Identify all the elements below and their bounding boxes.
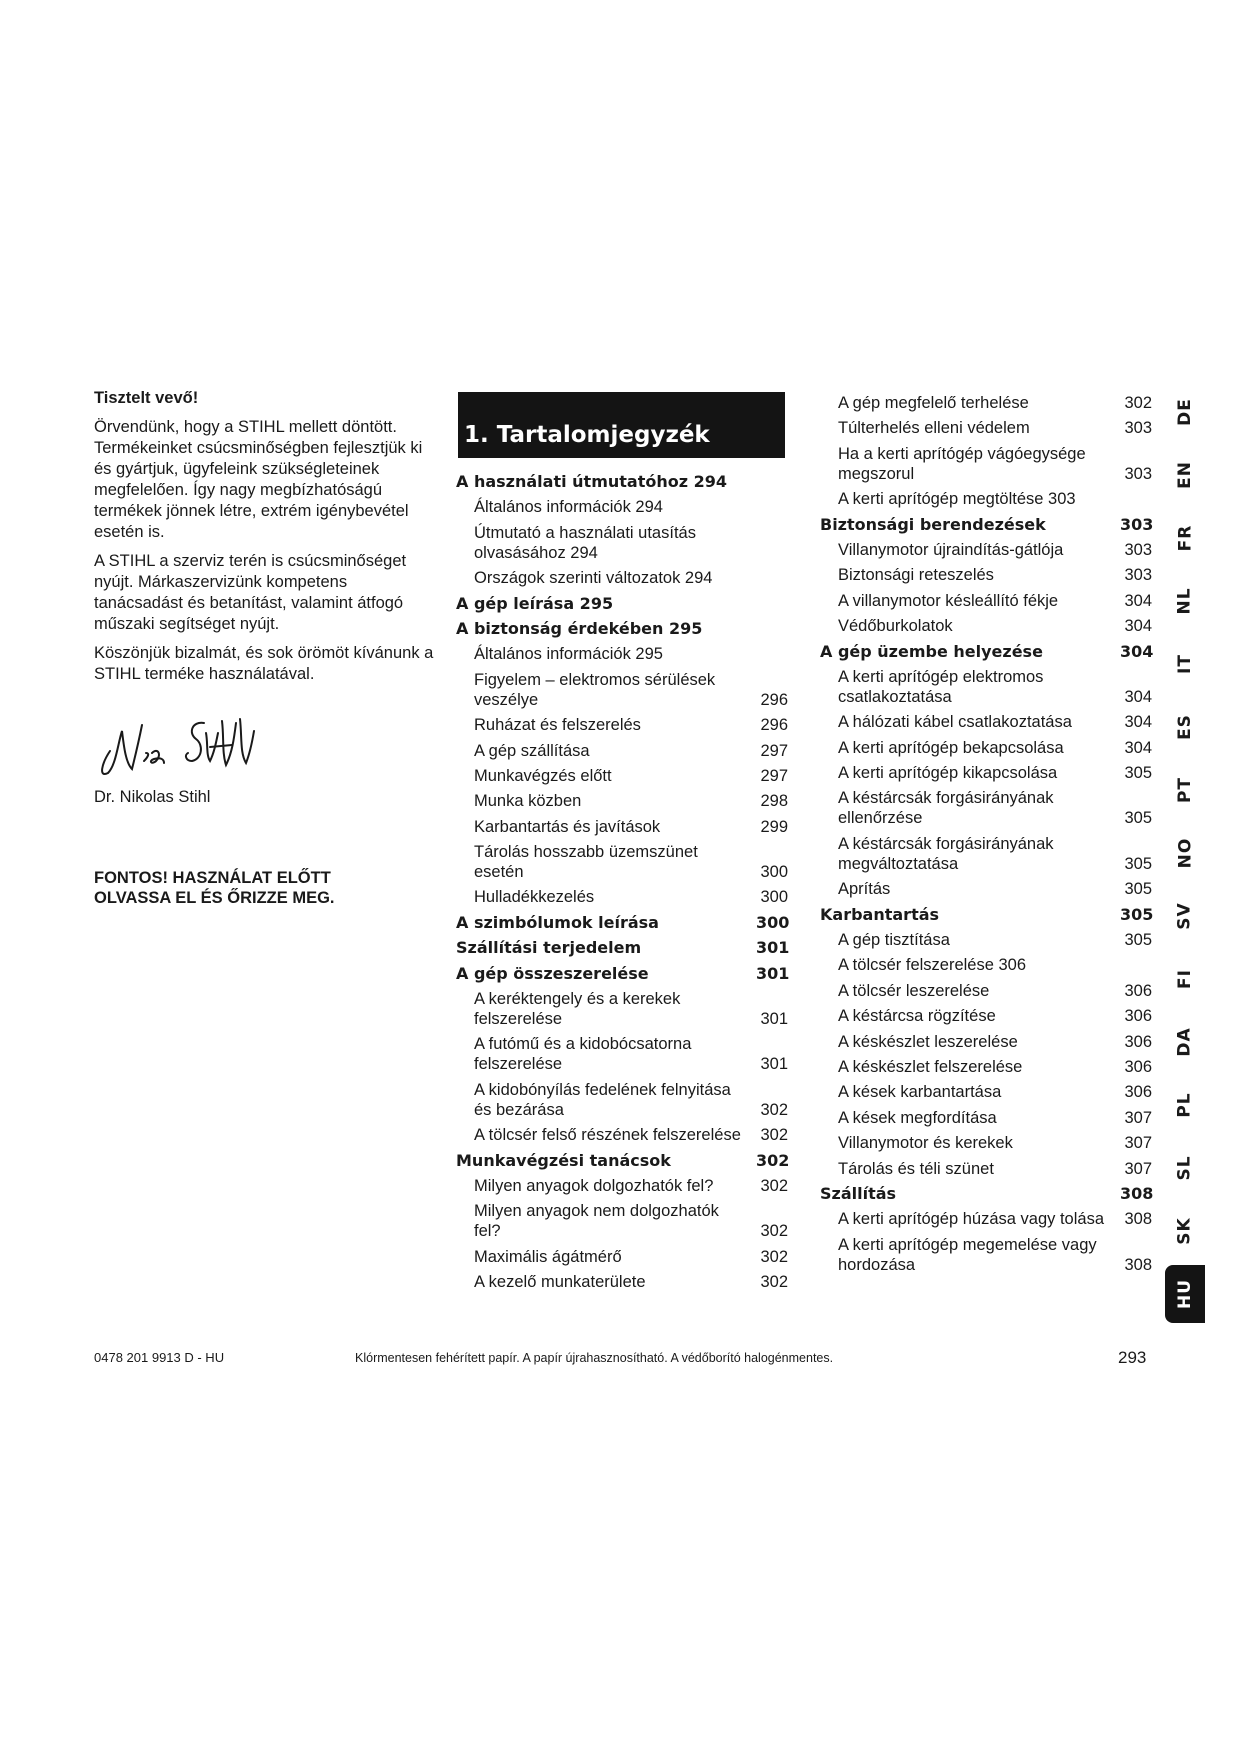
signer-name: Dr. Nikolas Stihl (94, 788, 211, 806)
toc-entry[interactable]: A szimbólumok leírása 300 (456, 912, 790, 932)
toc-header (458, 392, 785, 458)
toc-entry[interactable]: A kerti aprítógép kikapcsolása 305 (838, 764, 1152, 783)
toc-entry[interactable]: Karbantartás 305 (820, 904, 1154, 924)
toc-entry[interactable]: A biztonság érdekében 295 (456, 618, 703, 638)
important-notice: FONTOS! HASZNÁLAT ELŐTT OLVASSA EL ÉS ŐRIZZE MEG. (94, 869, 335, 907)
toc-entry[interactable]: Villanymotor újraindítás-gátlója 303 (838, 540, 1152, 559)
toc-entry[interactable]: A tölcsér felszerelése 306 (838, 956, 1027, 975)
toc-entry[interactable]: A tölcsér leszerelése 306 (838, 981, 1152, 1000)
toc-entry[interactable]: A gép összeszerelése 301 (456, 963, 790, 983)
toc-entry[interactable]: A gép tisztítása 305 (838, 931, 1152, 950)
toc-entry[interactable]: Tárolás és téli szünet 307 (838, 1159, 1152, 1178)
toc-entry[interactable]: A késkészlet leszerelése 306 (838, 1032, 1152, 1051)
toc-entry[interactable]: A kerti aprítógép bekapcsolása 304 (838, 738, 1152, 757)
toc-title: 1. Tartalomjegyzék (464, 422, 710, 448)
toc-entry[interactable]: Tárolás hosszabb üzemszünet esetén 300 (474, 843, 788, 882)
toc-entry[interactable]: A késtárcsák forgásirányának megváltoztatása 305 (838, 834, 1152, 873)
lang-tab-sl[interactable]: SL (1174, 1155, 1195, 1181)
lang-tab-fi[interactable]: FI (1174, 969, 1195, 989)
toc-entry[interactable]: Szállítás 308 (820, 1183, 1154, 1203)
toc-entry[interactable]: Aprítás 305 (838, 880, 1152, 899)
toc-entry[interactable]: Biztonsági berendezések 303 (820, 514, 1154, 534)
toc-entry[interactable]: Munkavégzési tanácsok 302 (456, 1150, 790, 1170)
toc-entry[interactable]: A gép szállítása 297 (474, 741, 788, 760)
signature-image (92, 703, 262, 783)
toc-entry[interactable]: A kidobónyílás fedelének felnyitása és bezárása 302 (474, 1080, 788, 1119)
toc-entry[interactable]: A kezelő munkaterülete 302 (474, 1273, 788, 1292)
toc-entry[interactable]: Országok szerinti változatok 294 (474, 569, 713, 588)
toc-entry[interactable]: Ruházat és felszerelés 296 (474, 716, 788, 735)
lang-tab-en[interactable]: EN (1175, 461, 1195, 489)
lang-tab-es[interactable]: ES (1174, 714, 1195, 740)
toc-entry[interactable]: A kerti aprítógép megemelése vagy hordozása 308 (838, 1235, 1152, 1274)
lang-tab-it[interactable]: IT (1174, 654, 1195, 674)
welcome-letter (94, 388, 434, 808)
letter-paragraph: Örvendünk, hogy a STIHL mellett döntött. Termékeinket csúcsminőségben fejlesztjük ki és gyártjuk, ügyfeleink szükségleteinek megfelelően. Így nagy megbízhatóságú termékek jönnek létre, extrém igénybevétel esetén is. (94, 418, 423, 541)
document-code: 0478 201 9913 D - HU (94, 1350, 225, 1365)
lang-tab-de[interactable]: DE (1174, 398, 1195, 426)
toc-entry[interactable]: A gép leírása 295 (456, 593, 614, 613)
lang-tab-no[interactable]: NO (1175, 837, 1195, 869)
toc-entry[interactable]: Milyen anyagok dolgozhatók fel? 302 (474, 1176, 788, 1195)
toc-entry[interactable]: Ha a kerti aprítógép vágóegysége megszorul 303 (838, 444, 1152, 483)
toc-entry[interactable]: Figyelem – elektromos sérülések veszélye 296 (474, 670, 788, 709)
toc-entry[interactable]: A gép üzembe helyezése 304 (820, 641, 1154, 661)
toc-entry[interactable]: A késtárcsa rögzítése 306 (838, 1007, 1152, 1026)
toc-entry[interactable]: A keréktengely és a kerekek felszerelése 301 (474, 990, 788, 1029)
toc-entry[interactable]: A kerti aprítógép elektromos csatlakoztatása 304 (838, 667, 1152, 706)
toc-entry[interactable]: Útmutató a használati utasítás olvasásához 294 (474, 523, 696, 562)
toc-column-2 (820, 393, 1152, 1280)
toc-entry[interactable]: A tölcsér felső részének felszerelése 302 (474, 1126, 788, 1145)
page-number: 293 (1118, 1348, 1147, 1367)
toc-entry[interactable]: Maximális ágátmérő 302 (474, 1247, 788, 1266)
toc-entry[interactable]: Karbantartás és javítások 299 (474, 817, 788, 836)
toc-entry[interactable]: Biztonsági reteszelés 303 (838, 566, 1152, 585)
toc-entry[interactable]: A hálózati kábel csatlakoztatása 304 (838, 713, 1152, 732)
paper-note: Klórmentesen fehérített papír. A papír újrahasznosítható. A védőborító halogénmentes. (355, 1351, 834, 1365)
lang-tab-pl[interactable]: PL (1174, 1092, 1195, 1118)
toc-entry[interactable]: Villanymotor és kerekek 307 (838, 1134, 1152, 1153)
toc-entry[interactable]: Milyen anyagok nem dolgozhatók fel? 302 (474, 1202, 788, 1241)
toc-entry[interactable]: A gép megfelelő terhelése 302 (838, 394, 1152, 412)
toc-entry[interactable]: A kések megfordítása 307 (838, 1108, 1152, 1127)
lang-tab-fr[interactable]: FR (1174, 524, 1195, 552)
toc-entry[interactable]: Védőburkolatok 304 (838, 617, 1152, 636)
toc-entry[interactable]: Munkavégzés előtt 297 (474, 766, 788, 785)
toc-entry[interactable]: Szállítási terjedelem 301 (456, 938, 790, 958)
toc-entry[interactable]: A villanymotor késleállító fékje 304 (838, 591, 1152, 610)
toc-entry[interactable]: Hulladékkezelés 300 (474, 888, 788, 907)
toc-column-1 (456, 472, 788, 1298)
toc-entry[interactable]: A késtárcsák forgásirányának ellenőrzése 305 (838, 789, 1152, 828)
toc-entry[interactable]: A használati útmutatóhoz 294 (456, 472, 727, 491)
toc-entry[interactable]: Túlterhelés elleni védelem 303 (838, 419, 1152, 438)
toc-entry[interactable]: A kések karbantartása 306 (838, 1083, 1152, 1102)
greeting: Tisztelt vevő! (94, 389, 199, 407)
toc-entry[interactable]: A kerti aprítógép megtöltése 303 (838, 490, 1076, 509)
toc-entry[interactable]: Általános információk 294 (474, 498, 663, 517)
toc-entry[interactable]: Általános információk 295 (474, 645, 663, 664)
toc-entry[interactable]: A futómű és a kidobócsatorna felszerelése 301 (474, 1035, 788, 1074)
lang-tab-pt[interactable]: PT (1175, 776, 1195, 804)
toc-entry[interactable]: A késkészlet felszerelése 306 (838, 1057, 1152, 1076)
letter-paragraph: A STIHL a szerviz terén is csúcsminőséget nyújt. Márkaszervizünk kompetens tanácsadást és betanítást, valamint átfogó műszaki segítséget nyújt. (94, 552, 407, 633)
lang-tab-nl[interactable]: NL (1175, 587, 1195, 615)
letter-paragraph: Köszönjük bizalmát, és sok örömöt kívánunk a STIHL terméke használatával. (94, 644, 434, 683)
lang-tab-da[interactable]: DA (1175, 1027, 1195, 1057)
toc-entry[interactable]: A kerti aprítógép húzása vagy tolása 308 (838, 1210, 1152, 1229)
toc-entry[interactable]: Munka közben 298 (474, 792, 788, 811)
lang-tab-hu[interactable]: HU (1165, 1265, 1205, 1323)
lang-tab-sv[interactable]: SV (1175, 902, 1195, 930)
lang-tab-sk[interactable]: SK (1174, 1217, 1195, 1245)
